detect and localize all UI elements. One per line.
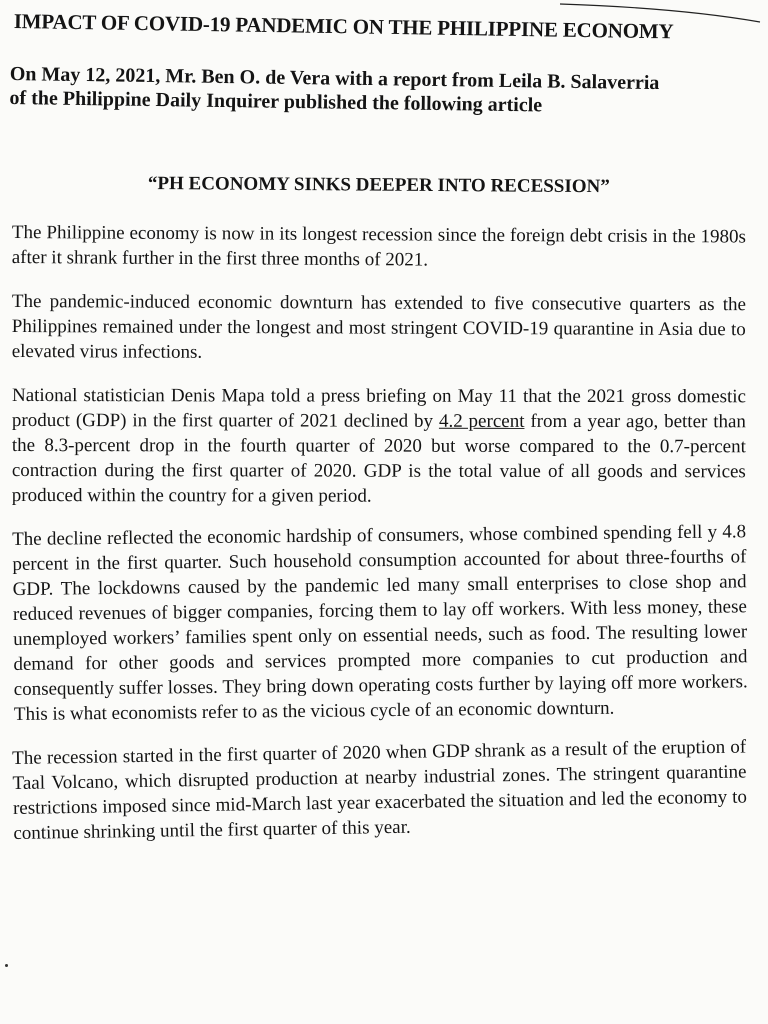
document-heading: IMPACT OF COVID-19 PANDEMIC ON THE PHILIPPINE ECONOMY xyxy=(13,9,674,44)
paragraph-3-before: National statistician Denis Mapa told a press briefing on May 11 that the 2021 gross domestic product (GDP) in the first quarter of 2021 declined by xyxy=(11,385,746,432)
paragraph-3-after: from a year ago, better than the 8.3-percent drop in the fourth quarter of 2020 but worse compared to the 0.7-percent contraction during the first quarter of 2020. GDP is the total value of all goods and services produced within the country for a given period. xyxy=(11,410,746,507)
article-title: “PH ECONOMY SINKS DEEPER INTO RECESSION” xyxy=(147,173,610,198)
paragraph-5: The recession started in the first quarter of 2020 when GDP shrank as a result of the eruption of Taal Volcano, which disrupted production at nearby industrial zones. The stringent quarantine restrictions imposed since mid-March last year exacerbated the situation and led the economy to continue shrinking until the first quarter of this year. xyxy=(12,736,748,844)
article-body xyxy=(12,220,746,865)
intro-text xyxy=(9,62,750,120)
paragraph-4: The decline reflected the economic hardship of consumers, whose combined spending fell y 4.8 percent in the first quarter. Such household consumption accounted for about three-fourths of GDP. The lockdowns caused by the pandemic led many small enterprises to close shop and reduced revenues of bigger companies, forcing them to lay off workers. With less money, these unemployed workers’ families spent only on essential needs, such as food. The resulting lower demand for other goods and services prompted more companies to cut production and consequently suffer losses. They bring down operating costs further by laying off more workers. This is what economists refer to as the vicious cycle of an economic downturn. xyxy=(12,521,748,725)
paragraph-1: The Philippine economy is now in its longest recession since the foreign debt crisis in the 1980s after it shrank further in the first three months of 2021. xyxy=(11,221,746,271)
gdp-decline-figure: 4.2 percent xyxy=(438,410,525,432)
scan-speck xyxy=(5,964,8,967)
paragraph-3 xyxy=(12,383,746,509)
paragraph-2: The pandemic-induced economic downturn has extended to five consecutive quarters as the Philippines remained under the longest and most stringent COVID-19 quarantine in Asia due to elevated virus infections. xyxy=(11,291,746,363)
intro-line-2: of the Philippine Daily Inquirer published the following article xyxy=(9,86,543,117)
intro-line-1: On May 12, 2021, Mr. Ben O. de Vera with a report from Leila B. Salaverria xyxy=(9,62,660,95)
